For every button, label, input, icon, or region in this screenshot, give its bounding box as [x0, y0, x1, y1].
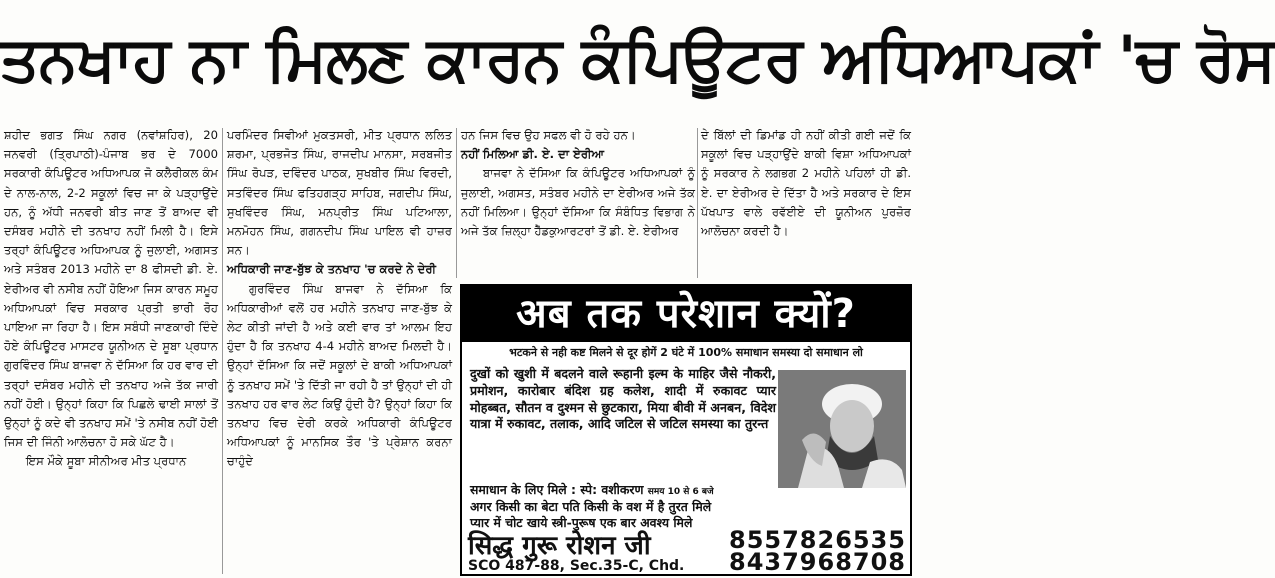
- ad-time-note: समय 10 से 6 बजे: [647, 487, 714, 497]
- ad-photo: [778, 370, 906, 488]
- article-column-1: [4, 126, 218, 576]
- paragraph: ਸ਼ਹੀਦ ਭਗਤ ਸਿੰਘ ਨਗਰ (ਨਵਾਂਸ਼ਹਿਰ), 20 ਜਨਵਰੀ (ਤ੍ਰਿਪਾਠੀ)-ਪੰਜਾਬ ਭਰ ਦੇ 7000 ਸਰਕਾਰੀ ਕੰਪਿਊਟਰ ਅਧਿਆਪਕ ਜੋ ਕਲੈਰੀਕਲ ਕੰਮ ਦੇ ਨਾਲ-ਨਾਲ, 2-2 ਸਕੂਲਾਂ ਵਿਚ ਜਾ ਕੇ ਪੜ੍ਹਾਉਂਦੇ ਹਨ, ਨੂੰ ਅੱਧੀ ਜਨਵਰੀ ਬੀਤ ਜਾਣ ਤੋਂ ਬਾਅਦ ਵੀ ਦਸੰਬਰ ਮਹੀਨੇ ਦੀ ਤਨਖਾਹ ਨਹੀਂ ਮਿਲੀ ਹੈ। ਇਸੇ ਤਰ੍ਹਾਂ ਕੰਪਿਊਟਰ ਅਧਿਆਪਕ ਨੂੰ ਜੁਲਾਈ, ਅਗਸਤ ਅਤੇ ਸਤੰਬਰ 2013 ਮਹੀਨੇ ਦਾ 8 ਫੀਸਦੀ ਡੀ. ਏ. ਏਰੀਅਰ ਵੀ ਨਸੀਬ ਨਹੀਂ ਹੋਇਆ ਜਿਸ ਕਾਰਨ ਸਮੂਹ ਅਧਿਆਪਕਾਂ ਵਿਚ ਸਰਕਾਰ ਪ੍ਰਤੀ ਭਾਰੀ ਰੋਹ ਪਾਇਆ ਜਾ ਰਿਹਾ ਹੈ। ਇਸ ਸਬੰਧੀ ਜਾਣਕਾਰੀ ਦਿੰਦੇ ਹੋਏ ਕੰਪਿਊਟਰ ਮਾਸਟਰ ਯੂਨੀਅਨ ਦੇ ਸੂਬਾ ਪ੍ਰਧਾਨ ਗੁਰਵਿੰਦਰ ਸਿੰਘ ਬਾਜਵਾ ਨੇ ਦੱਸਿਆ ਕਿ ਹਰ ਵਾਰ ਦੀ ਤਰ੍ਹਾਂ ਦਸੰਬਰ ਮਹੀਨੇ ਦੀ ਤਨਖਾਹ ਅਜੇ ਤੱਕ ਜਾਰੀ ਨਹੀਂ ਹੋਈ। ਉਨ੍ਹਾਂ ਕਿਹਾ ਕਿ ਪਿਛਲੇ ਢਾਈ ਸਾਲਾਂ ਤੋਂ ਉਨ੍ਹਾਂ ਨੂੰ ਕਦੇ ਵੀ ਤਨਖਾਹ ਸਮੇਂ 'ਤੇ ਨਸੀਬ ਨਹੀਂ ਹੋਈ ਜਿਸ ਦੀ ਜਿੰਨੀ ਆਲੋਚਨਾ ਹੋ ਸਕੇ ਘੱਟ ਹੈ।: [4, 128, 218, 450]
- ad-contact-line: समाधान के लिए मिले : स्पे: वशीकरण: [470, 482, 644, 497]
- ad-body: दुखों को खुशी में बदलने वाले रूहानी इल्म के माहिर जैसे नौकरी, प्रमोशन, कारोबार बंदिश ग्रह कलेश, शादी में रुकावट प्यार मोहब्बत, सौतन व दुश्मन से छुटकारा, मिया बीवी में अनबन, विदेश यात्रा में रुकावट, तलाक, आदि जटिल से जटिल समस्या का तुरन्त: [470, 366, 776, 432]
- ad-headline: अब तक परेशान क्यों?: [462, 286, 910, 342]
- ad-name: सिद्ध गुरू रोशन जी: [468, 531, 651, 561]
- ad-phone-2: 8437968708: [729, 548, 906, 576]
- paragraph: ਬਾਜਵਾ ਨੇ ਦੱਸਿਆ ਕਿ ਕੰਪਿਊਟਰ ਅਧਿਆਪਕਾਂ ਨੂੰ ਜੁਲਾਈ, ਅਗਸਤ, ਸਤੰਬਰ ਮਹੀਨੇ ਦਾ ਏਰੀਅਰ ਅਜੇ ਤੱਕ ਨਹੀਂ ਮਿਲਿਆ। ਉਨ੍ਹਾਂ ਦੱਸਿਆ ਕਿ ਸੰਬੰਧਿਤ ਵਿਭਾਗ ਨੇ ਅਜੇ ਤੱਕ ਜ਼ਿਲ੍ਹਾ ਹੈੱਡਕੁਆਰਟਰਾਂ ਤੋਂ ਡੀ. ਏ. ਏਰੀਅਰ: [461, 166, 695, 239]
- person-praying-icon: [778, 370, 906, 488]
- ad-contact-row: [470, 482, 906, 500]
- subheading: ਨਹੀਂ ਮਿਲਿਆ ਡੀ. ਏ. ਦਾ ਏਰੀਆ: [461, 147, 605, 162]
- ad-line-2: अगर किसी का बेटा पति किसी के वश में है तुरत मिले: [470, 499, 712, 514]
- paragraph: ਇਸ ਮੌਕੇ ਸੂਬਾ ਸੀਨੀਅਰ ਮੀਤ ਪ੍ਰਧਾਨ: [26, 454, 187, 469]
- subheading: ਅਧਿਕਾਰੀ ਜਾਣ-ਬੁੱਝ ਕੇ ਤਨਖਾਹ 'ਚ ਕਰਦੇ ਨੇ ਦੇਰੀ: [227, 262, 437, 277]
- ad-subline: भटकने से नही कष्ट मिलने से दूर होगें 2 घंटे में 100% समाधान समस्या दो समाधान लो: [509, 346, 863, 359]
- paragraph: ਗੁਰਵਿੰਦਰ ਸਿੰਘ ਬਾਜਵਾ ਨੇ ਦੱਸਿਆ ਕਿ ਅਧਿਕਾਰੀਆਂ ਵਲੋਂ ਹਰ ਮਹੀਨੇ ਤਨਖਾਹ ਜਾਣ-ਬੁੱਝ ਕੇ ਲੇਟ ਕੀਤੀ ਜਾਂਦੀ ਹੈ ਅਤੇ ਕਈ ਵਾਰ ਤਾਂ ਆਲਮ ਇਹ ਹੁੰਦਾ ਹੈ ਕਿ ਤਨਖਾਹ 4-4 ਮਹੀਨੇ ਬਾਅਦ ਮਿਲਦੀ ਹੈ। ਉਨ੍ਹਾਂ ਦੱਸਿਆ ਕਿ ਜਦੋਂ ਸਕੂਲਾਂ ਦੇ ਬਾਕੀ ਅਧਿਆਪਕਾਂ ਨੂੰ ਤਨਖਾਹ ਸਮੇਂ 'ਤੇ ਦਿੱਤੀ ਜਾ ਰਹੀ ਹੈ ਤਾਂ ਉਨ੍ਹਾਂ ਦੀ ਹੀ ਤਨਖਾਹ ਹਰ ਵਾਰ ਲੇਟ ਕਿਉਂ ਹੁੰਦੀ ਹੈ? ਉਨ੍ਹਾਂ ਕਿਹਾ ਕਿ ਤਨਖਾਹ ਵਿਚ ਦੇਰੀ ਕਰਕੇ ਅਧਿਕਾਰੀ ਕੰਪਿਊਟਰ ਅਧਿਆਪਕਾਂ ਨੂੰ ਮਾਨਸਿਕ ਤੌਰ 'ਤੇ ਪ੍ਰੇਸ਼ਾਨ ਕਰਨਾ ਚਾਹੁੰਦੇ: [227, 281, 452, 469]
- ad-phone-1: 8557826535: [729, 526, 906, 554]
- paragraph: ਦੇ ਬਿੱਲਾਂ ਦੀ ਡਿਮਾਂਡ ਹੀ ਨਹੀਂ ਕੀਤੀ ਗਈ ਜਦੋਂ ਕਿ ਸਕੂਲਾਂ ਵਿਚ ਪੜ੍ਹਾਉਂਦੇ ਬਾਕੀ ਵਿਸ਼ਾ ਅਧਿਆਪਕਾਂ ਨੂੰ ਸਰਕਾਰ ਨੇ ਲਗਭਗ 2 ਮਹੀਨੇ ਪਹਿਲਾਂ ਹੀ ਡੀ. ਏ. ਦਾ ਏਰੀਅਰ ਦੇ ਦਿੱਤਾ ਹੈ ਅਤੇ ਸਰਕਾਰ ਦੇ ਇਸ ਪੱਖਪਾਤ ਵਾਲੇ ਰਵੱਈਏ ਦੀ ਯੂਨੀਅਨ ਪੁਰਜ਼ੋਰ ਆਲੋਚਨਾ ਕਰਦੀ ਹੈ।: [701, 128, 911, 239]
- paragraph: ਪਰਮਿੰਦਰ ਸਿਵੀਆਂ ਮੁਕਤਸਰੀ, ਮੀਤ ਪ੍ਰਧਾਨ ਲਲਿਤ ਸ਼ਰਮਾ, ਪ੍ਰਭਜੋਤ ਸਿੰਘ, ਰਾਜਦੀਪ ਮਾਨਸਾ, ਸਰਬਜੀਤ ਸਿੰਘ ਰੋਪੜ, ਦਵਿੰਦਰ ਪਾਠਕ, ਸੁਖਬੀਰ ਸਿੰਘ ਵਿਰਦੀ, ਸਤਵਿੰਦਰ ਸਿੰਘ ਫਤਿਹਗੜ੍ਹ ਸਾਹਿਬ, ਜਗਦੀਪ ਸਿੰਘ, ਸੁਖਵਿੰਦਰ ਸਿੰਘ, ਮਨਪ੍ਰੀਤ ਸਿੰਘ ਪਟਿਆਲਾ, ਮਨਮੋਹਨ ਸਿੰਘ, ਗਗਨਦੀਪ ਸਿੰਘ ਪਾਇਲ ਵੀ ਹਾਜ਼ਰ ਸਨ।: [227, 128, 452, 258]
- column-divider: [222, 128, 223, 574]
- article-column-4: [701, 126, 911, 268]
- column-divider: [697, 128, 698, 278]
- ad-address: SCO 487-88, Sec.35-C, Chd.: [468, 558, 685, 574]
- headline: ਤਨਖਾਹ ਨਾ ਮਿਲਣ ਕਾਰਨ ਕੰਪਿਊਟਰ ਅਧਿਆਪਕਾਂ 'ਚ ਰੋਸ: [0, 22, 1275, 95]
- advertisement: [460, 284, 912, 576]
- ad-line-3: प्यार में चोट खाये स्त्री-पुरूष एक बार अवश्य मिले: [470, 515, 693, 530]
- column-divider: [456, 128, 457, 278]
- article-column-2: [227, 126, 452, 576]
- article-column-3: [461, 126, 695, 268]
- paragraph: ਹਨ ਜਿਸ ਵਿਚ ਉਹ ਸਫਲ ਵੀ ਹੋ ਰਹੇ ਹਨ।: [461, 128, 636, 142]
